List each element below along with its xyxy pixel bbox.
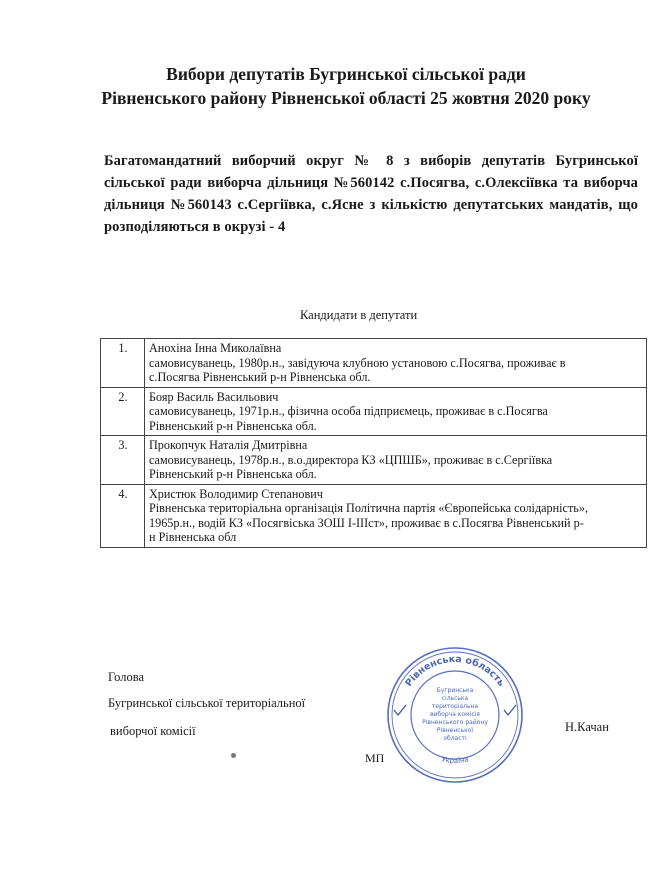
row-number: 2. xyxy=(101,387,145,436)
title-line-1: Вибори депутатів Бугринської сільської ради xyxy=(166,64,526,84)
table-row xyxy=(101,339,647,388)
check-mark-icon xyxy=(394,705,406,715)
document-title xyxy=(60,62,632,110)
candidate-details-line: Рівненська територіальна організація Політична партія «Європейська солідарність», xyxy=(149,501,588,515)
candidate-name: Анохіна Інна Миколаївна xyxy=(149,341,282,355)
candidate-name: Бояр Василь Васильович xyxy=(149,389,279,404)
candidate-info xyxy=(145,387,647,436)
official-stamp xyxy=(384,644,526,786)
table-row xyxy=(101,484,647,547)
signer-role: Голова xyxy=(108,670,144,684)
candidate-info xyxy=(145,436,647,485)
candidates-table xyxy=(100,338,647,548)
candidate-details-line: 1965р.н., водій КЗ «Посягвіська ЗОШ I-IIIст», проживає в с.Посягва Рівненський р- xyxy=(149,515,584,530)
svg-text:Україна xyxy=(441,755,470,765)
candidates-caption: Кандидати в депутати xyxy=(300,308,418,322)
stamp-inner-line: територіальна xyxy=(431,703,479,710)
stamp-inner-line: Рівненського району xyxy=(422,719,488,726)
stamp-inner-line: сільська xyxy=(441,695,469,702)
candidate-info xyxy=(145,484,647,547)
commission-name-line: Бугринської сільської територіальної xyxy=(108,696,306,710)
seal-placeholder-label: МП xyxy=(365,751,385,765)
table-row xyxy=(101,436,647,485)
candidate-info xyxy=(145,339,647,388)
candidate-name: Прокопчук Наталія Дмитрівна xyxy=(149,438,308,452)
candidate-details-line: самовисуванець, 1978р.н., в.о.директора КЗ «ЦПШБ», проживає в с.Сергіївка xyxy=(149,452,553,467)
row-number: 1. xyxy=(101,339,145,388)
signer-name: Н.Качан xyxy=(565,720,609,734)
candidate-details-line: н Рівненська обл xyxy=(149,530,237,544)
stamp-bottom-text: Україна xyxy=(440,755,470,766)
stamp-inner-line: виборча комісія xyxy=(430,711,480,718)
candidate-name: Христюк Володимир Степанович xyxy=(149,486,323,501)
ink-speck xyxy=(231,753,236,758)
stamp-outer-text: Рівненська область xyxy=(403,653,507,689)
commission-name-line: виборчої комісії xyxy=(110,724,196,738)
district-description: Багатомандатний виборчий округ № 8 з виборів депутатів Бугринської сільської ради виборча дільниця №560142 с.Посягва, с.Олексіївка та виборча дільниця №560143 с.Сергіївка, с.Ясне з кількістю депутатських мандатів, що розподіляються в окрузі - 4 xyxy=(104,153,638,235)
candidate-details-line: Рівненський р-н Рівненська обл. xyxy=(149,418,317,433)
table-row xyxy=(101,387,647,436)
candidate-details-line: самовисуванець, 1980р.н., завідуюча клубною установою с.Посягва, проживає в xyxy=(149,355,566,370)
candidate-details-line: Рівненський р-н Рівненська обл. xyxy=(149,467,317,481)
candidate-details-line: самовисуванець, 1971р.н., фізична особа підприємець, проживає в с.Посягва xyxy=(149,404,548,418)
check-mark-icon xyxy=(504,705,516,715)
candidate-details-line: с.Посягва Рівненський р-н Рівненська обл. xyxy=(149,370,371,384)
row-number: 3. xyxy=(101,436,145,485)
stamp-inner-line: Бугринська xyxy=(436,687,474,694)
stamp-inner-line: Рівненської xyxy=(436,727,474,734)
row-number: 4. xyxy=(101,484,145,547)
title-line-2: Рівненського району Рівненської області 25 жовтня 2020 року xyxy=(101,88,591,108)
stamp-inner-line: області xyxy=(443,735,467,742)
